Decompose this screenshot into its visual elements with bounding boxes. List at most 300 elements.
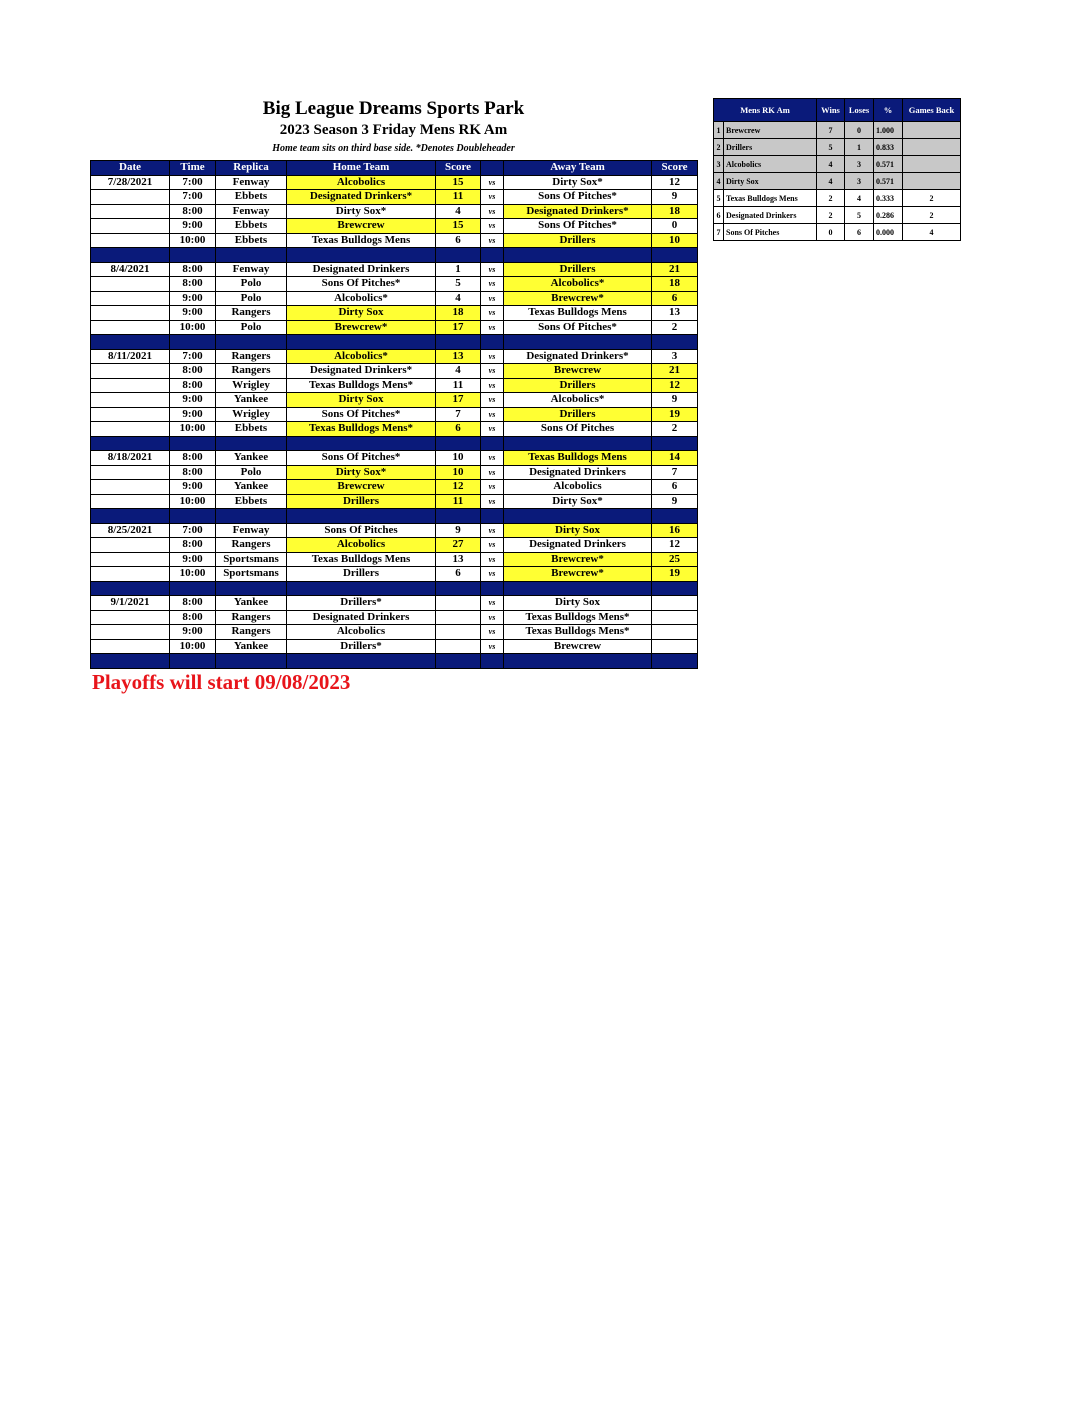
home-team: Designated Drinkers	[287, 610, 436, 625]
game-time: 7:00	[170, 349, 216, 364]
away-score: 10	[652, 233, 698, 248]
table-row	[91, 190, 698, 205]
game-time: 9:00	[170, 291, 216, 306]
standings-row	[714, 190, 961, 207]
vs-label: vs	[481, 219, 504, 234]
game-date: 9/1/2021	[91, 596, 170, 611]
game-time: 10:00	[170, 494, 216, 509]
away-team: Dirty Sox*	[504, 494, 652, 509]
separator-cell	[436, 248, 481, 263]
game-time: 8:00	[170, 204, 216, 219]
home-score: 6	[436, 567, 481, 582]
standings-wins: 5	[817, 139, 845, 156]
vs-label: vs	[481, 523, 504, 538]
game-time: 8:00	[170, 451, 216, 466]
vs-label: vs	[481, 262, 504, 277]
home-team: Alcobolics	[287, 625, 436, 640]
col-home-header: Home Team	[287, 161, 436, 176]
vs-label: vs	[481, 494, 504, 509]
vs-label: vs	[481, 175, 504, 190]
game-field: Ebbets	[216, 422, 287, 437]
separator-row	[91, 335, 698, 350]
standings-pct: 0.571	[874, 156, 903, 173]
standings-games-back: 4	[903, 224, 961, 241]
away-score: 16	[652, 523, 698, 538]
separator-row	[91, 654, 698, 669]
game-field: Rangers	[216, 364, 287, 379]
standings-row	[714, 139, 961, 156]
vs-label: vs	[481, 277, 504, 292]
away-team: Dirty Sox*	[504, 175, 652, 190]
table-row	[91, 451, 698, 466]
game-time: 8:00	[170, 378, 216, 393]
separator-cell	[216, 248, 287, 263]
game-time: 8:00	[170, 262, 216, 277]
home-team: Brewcrew	[287, 480, 436, 495]
separator-cell	[170, 509, 216, 524]
standings-wins-header: Wins	[817, 99, 845, 122]
table-row	[91, 349, 698, 364]
game-date	[91, 422, 170, 437]
standings-wins: 4	[817, 156, 845, 173]
game-field: Polo	[216, 277, 287, 292]
game-field: Fenway	[216, 262, 287, 277]
table-row	[91, 364, 698, 379]
game-date: 7/28/2021	[91, 175, 170, 190]
game-time: 9:00	[170, 552, 216, 567]
separator-cell	[91, 436, 170, 451]
away-team: Alcobolics*	[504, 393, 652, 408]
home-score: 7	[436, 407, 481, 422]
home-team: Sons Of Pitches*	[287, 451, 436, 466]
standings-rank: 3	[714, 156, 724, 173]
table-row	[91, 306, 698, 321]
separator-cell	[91, 335, 170, 350]
game-date	[91, 277, 170, 292]
home-score: 27	[436, 538, 481, 553]
home-team: Drillers	[287, 567, 436, 582]
table-row	[91, 625, 698, 640]
vs-label: vs	[481, 407, 504, 422]
vs-label: vs	[481, 291, 504, 306]
home-score: 11	[436, 494, 481, 509]
separator-cell	[652, 335, 698, 350]
game-date: 8/18/2021	[91, 451, 170, 466]
table-row	[91, 639, 698, 654]
home-team: Drillers	[287, 494, 436, 509]
game-date	[91, 306, 170, 321]
away-team: Brewcrew	[504, 364, 652, 379]
separator-cell	[652, 654, 698, 669]
standings-rank: 5	[714, 190, 724, 207]
home-team: Dirty Sox*	[287, 204, 436, 219]
standings-pct: 1.000	[874, 122, 903, 139]
separator-cell	[481, 436, 504, 451]
away-team: Texas Bulldogs Mens*	[504, 625, 652, 640]
vs-label: vs	[481, 552, 504, 567]
game-time: 8:00	[170, 610, 216, 625]
table-row	[91, 465, 698, 480]
table-row	[91, 175, 698, 190]
home-team: Texas Bulldogs Mens	[287, 552, 436, 567]
game-time: 9:00	[170, 306, 216, 321]
game-field: Polo	[216, 291, 287, 306]
game-time: 9:00	[170, 625, 216, 640]
table-row	[91, 494, 698, 509]
col-away-header: Away Team	[504, 161, 652, 176]
away-team: Sons Of Pitches*	[504, 219, 652, 234]
away-team: Drillers	[504, 233, 652, 248]
home-score	[436, 639, 481, 654]
game-date	[91, 393, 170, 408]
separator-cell	[652, 509, 698, 524]
home-score: 4	[436, 364, 481, 379]
home-score: 13	[436, 349, 481, 364]
col-away-score-header: Score	[652, 161, 698, 176]
game-field: Rangers	[216, 349, 287, 364]
game-time: 9:00	[170, 407, 216, 422]
home-team: Texas Bulldogs Mens*	[287, 422, 436, 437]
away-team: Texas Bulldogs Mens	[504, 451, 652, 466]
away-score: 2	[652, 320, 698, 335]
away-team: Designated Drinkers	[504, 538, 652, 553]
game-field: Sportsmans	[216, 567, 287, 582]
separator-cell	[170, 248, 216, 263]
away-team: Sons Of Pitches	[504, 422, 652, 437]
home-score: 1	[436, 262, 481, 277]
separator-cell	[504, 335, 652, 350]
home-team: Drillers*	[287, 596, 436, 611]
vs-label: vs	[481, 190, 504, 205]
standings-games-back: 2	[903, 207, 961, 224]
game-date	[91, 494, 170, 509]
standings-wins: 2	[817, 190, 845, 207]
table-row	[91, 480, 698, 495]
home-team: Sons Of Pitches*	[287, 407, 436, 422]
vs-label: vs	[481, 480, 504, 495]
home-team: Alcobolics*	[287, 291, 436, 306]
away-score: 0	[652, 219, 698, 234]
vs-label: vs	[481, 538, 504, 553]
separator-cell	[436, 509, 481, 524]
home-team: Designated Drinkers	[287, 262, 436, 277]
standings-rank: 4	[714, 173, 724, 190]
home-team: Texas Bulldogs Mens	[287, 233, 436, 248]
schedule-note: Home team sits on third base side. *Denotes Doubleheader	[272, 143, 515, 154]
away-team: Drillers	[504, 407, 652, 422]
away-team: Sons Of Pitches*	[504, 190, 652, 205]
game-field: Polo	[216, 320, 287, 335]
game-field: Rangers	[216, 306, 287, 321]
standings-loses: 6	[845, 224, 874, 241]
standings-wins: 7	[817, 122, 845, 139]
standings-loses: 3	[845, 156, 874, 173]
table-row	[91, 538, 698, 553]
separator-cell	[652, 581, 698, 596]
game-time: 8:00	[170, 465, 216, 480]
game-field: Rangers	[216, 610, 287, 625]
game-date	[91, 538, 170, 553]
game-field: Ebbets	[216, 494, 287, 509]
vs-label: vs	[481, 639, 504, 654]
table-row	[91, 552, 698, 567]
standings-team: Alcobolics	[724, 156, 817, 173]
game-date	[91, 407, 170, 422]
table-row	[91, 204, 698, 219]
vs-label: vs	[481, 393, 504, 408]
home-team: Dirty Sox	[287, 306, 436, 321]
separator-cell	[436, 335, 481, 350]
game-field: Polo	[216, 465, 287, 480]
standings-wins: 4	[817, 173, 845, 190]
vs-label: vs	[481, 306, 504, 321]
away-team: Dirty Sox	[504, 523, 652, 538]
vs-label: vs	[481, 567, 504, 582]
separator-cell	[481, 248, 504, 263]
standings-rank: 2	[714, 139, 724, 156]
separator-cell	[287, 248, 436, 263]
separator-cell	[504, 436, 652, 451]
home-score: 15	[436, 219, 481, 234]
game-field: Fenway	[216, 523, 287, 538]
game-time: 7:00	[170, 190, 216, 205]
separator-cell	[170, 335, 216, 350]
standings-row	[714, 122, 961, 139]
standings-loses: 0	[845, 122, 874, 139]
separator-cell	[91, 581, 170, 596]
separator-cell	[504, 248, 652, 263]
away-score: 9	[652, 393, 698, 408]
schedule-header-row	[91, 161, 698, 176]
table-row	[91, 523, 698, 538]
separator-cell	[170, 654, 216, 669]
separator-cell	[481, 509, 504, 524]
game-date	[91, 364, 170, 379]
away-score	[652, 625, 698, 640]
page-title: Big League Dreams Sports Park	[262, 98, 525, 119]
separator-cell	[91, 248, 170, 263]
standings-pct: 0.333	[874, 190, 903, 207]
home-team: Texas Bulldogs Mens*	[287, 378, 436, 393]
home-score: 4	[436, 291, 481, 306]
separator-cell	[216, 509, 287, 524]
game-field: Yankee	[216, 451, 287, 466]
game-time: 7:00	[170, 523, 216, 538]
game-date: 8/25/2021	[91, 523, 170, 538]
standings-team: Brewcrew	[724, 122, 817, 139]
separator-cell	[481, 581, 504, 596]
away-team: Drillers	[504, 378, 652, 393]
separator-cell	[91, 509, 170, 524]
away-score: 6	[652, 480, 698, 495]
standings-pct: 0.833	[874, 139, 903, 156]
home-score: 18	[436, 306, 481, 321]
vs-label: vs	[481, 378, 504, 393]
standings-rank: 6	[714, 207, 724, 224]
playoffs-notice: Playoffs will start 09/08/2023	[92, 670, 351, 694]
table-row	[91, 596, 698, 611]
standings-row	[714, 207, 961, 224]
game-field: Sportsmans	[216, 552, 287, 567]
home-score: 15	[436, 175, 481, 190]
game-date	[91, 219, 170, 234]
separator-cell	[170, 581, 216, 596]
vs-label: vs	[481, 451, 504, 466]
table-row	[91, 567, 698, 582]
standings-loses: 3	[845, 173, 874, 190]
home-score: 17	[436, 393, 481, 408]
home-score: 17	[436, 320, 481, 335]
separator-cell	[504, 654, 652, 669]
standings-loses-header: Loses	[845, 99, 874, 122]
home-score: 4	[436, 204, 481, 219]
home-team: Alcobolics	[287, 538, 436, 553]
home-score	[436, 625, 481, 640]
table-row	[91, 291, 698, 306]
standings-games-back	[903, 139, 961, 156]
game-date	[91, 480, 170, 495]
game-field: Yankee	[216, 480, 287, 495]
game-date: 8/11/2021	[91, 349, 170, 364]
separator-cell	[652, 248, 698, 263]
game-date	[91, 190, 170, 205]
away-team: Dirty Sox	[504, 596, 652, 611]
table-row	[91, 422, 698, 437]
table-row	[91, 393, 698, 408]
game-date	[91, 567, 170, 582]
standings-games-back	[903, 122, 961, 139]
game-field: Wrigley	[216, 407, 287, 422]
away-score	[652, 596, 698, 611]
away-team: Brewcrew*	[504, 552, 652, 567]
home-team: Designated Drinkers*	[287, 364, 436, 379]
game-date	[91, 610, 170, 625]
standings-row	[714, 156, 961, 173]
game-date	[91, 378, 170, 393]
game-date	[91, 552, 170, 567]
away-team: Designated Drinkers*	[504, 349, 652, 364]
home-score	[436, 596, 481, 611]
game-date	[91, 465, 170, 480]
standings-pct: 0.571	[874, 173, 903, 190]
vs-label: vs	[481, 349, 504, 364]
game-time: 10:00	[170, 567, 216, 582]
game-field: Fenway	[216, 175, 287, 190]
home-score: 6	[436, 233, 481, 248]
col-home-score-header: Score	[436, 161, 481, 176]
away-score: 9	[652, 190, 698, 205]
home-score	[436, 610, 481, 625]
separator-cell	[287, 436, 436, 451]
away-score	[652, 610, 698, 625]
standings-team: Drillers	[724, 139, 817, 156]
home-score: 11	[436, 190, 481, 205]
game-field: Rangers	[216, 538, 287, 553]
table-row	[91, 277, 698, 292]
table-row	[91, 378, 698, 393]
separator-cell	[436, 581, 481, 596]
game-time: 10:00	[170, 639, 216, 654]
separator-cell	[481, 335, 504, 350]
game-field: Yankee	[216, 639, 287, 654]
separator-cell	[436, 436, 481, 451]
away-score: 2	[652, 422, 698, 437]
home-score: 9	[436, 523, 481, 538]
game-time: 8:00	[170, 364, 216, 379]
standings-header-row	[714, 99, 961, 122]
game-time: 10:00	[170, 233, 216, 248]
vs-label: vs	[481, 596, 504, 611]
game-time: 8:00	[170, 538, 216, 553]
col-vs-header	[481, 161, 504, 176]
home-team: Drillers*	[287, 639, 436, 654]
away-team: Designated Drinkers*	[504, 204, 652, 219]
separator-cell	[287, 654, 436, 669]
game-date	[91, 233, 170, 248]
game-time: 7:00	[170, 175, 216, 190]
standings-wins: 0	[817, 224, 845, 241]
separator-cell	[504, 509, 652, 524]
standings-team: Sons Of Pitches	[724, 224, 817, 241]
away-team: Brewcrew	[504, 639, 652, 654]
standings-row	[714, 224, 961, 241]
vs-label: vs	[481, 320, 504, 335]
away-team: Designated Drinkers	[504, 465, 652, 480]
game-time: 10:00	[170, 320, 216, 335]
standings-division-header: Mens RK Am	[714, 99, 817, 122]
vs-label: vs	[481, 233, 504, 248]
standings-games-back	[903, 156, 961, 173]
table-row	[91, 262, 698, 277]
separator-row	[91, 436, 698, 451]
standings-rank: 7	[714, 224, 724, 241]
game-field: Ebbets	[216, 219, 287, 234]
separator-cell	[652, 436, 698, 451]
table-row	[91, 610, 698, 625]
game-time: 8:00	[170, 596, 216, 611]
away-team: Alcobolics*	[504, 277, 652, 292]
home-team: Dirty Sox*	[287, 465, 436, 480]
standings-loses: 1	[845, 139, 874, 156]
standings-table	[713, 98, 961, 241]
schedule-table	[90, 160, 698, 669]
standings-gb-header: Games Back	[903, 99, 961, 122]
away-team: Alcobolics	[504, 480, 652, 495]
game-time: 9:00	[170, 480, 216, 495]
col-time-header: Time	[170, 161, 216, 176]
home-score: 12	[436, 480, 481, 495]
game-field: Yankee	[216, 393, 287, 408]
home-score: 6	[436, 422, 481, 437]
table-row	[91, 320, 698, 335]
home-team: Alcobolics*	[287, 349, 436, 364]
vs-label: vs	[481, 610, 504, 625]
separator-row	[91, 248, 698, 263]
standings-loses: 4	[845, 190, 874, 207]
standings-team: Texas Bulldogs Mens	[724, 190, 817, 207]
game-date: 8/4/2021	[91, 262, 170, 277]
vs-label: vs	[481, 625, 504, 640]
separator-row	[91, 581, 698, 596]
away-score: 12	[652, 175, 698, 190]
game-field: Ebbets	[216, 233, 287, 248]
home-team: Alcobolics	[287, 175, 436, 190]
game-field: Wrigley	[216, 378, 287, 393]
table-row	[91, 219, 698, 234]
separator-cell	[170, 436, 216, 451]
standings-team: Dirty Sox	[724, 173, 817, 190]
vs-label: vs	[481, 422, 504, 437]
